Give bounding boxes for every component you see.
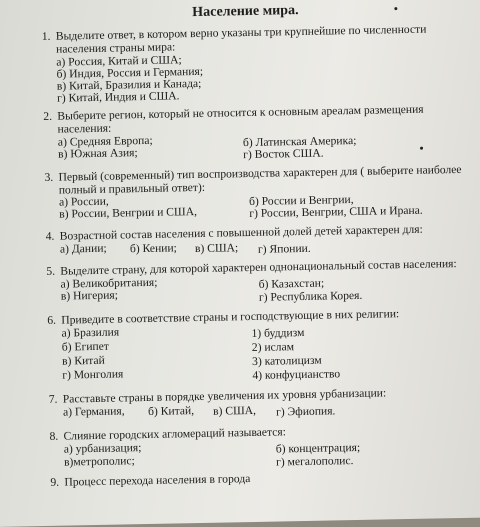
question-5: 5. Выделите страну, для которой характерен однонациональный состав населения: [46, 257, 457, 278]
q8-option-b: б) концентрация; [275, 440, 361, 456]
question-8: 8. Слияние городских агломераций называется: [49, 425, 287, 443]
q2-option-b: б) Латинская Америка; [242, 133, 357, 150]
q3-option-d: г) России, Венгрии, США и Ирана. [249, 203, 423, 221]
q6-country-b: б) Египет [61, 339, 110, 354]
q6-religion-4: 4) конфуцианство [252, 367, 341, 382]
q6-country-d: г) Монголия [62, 367, 124, 382]
q7-option-c: в) США, [212, 403, 257, 418]
question-1: 1. Выделите ответ, в котором верно указаны три крупнейшие по численности населения страны мира: [41, 22, 427, 56]
ink-dot [394, 7, 397, 10]
q8-option-c: в)метрополис; [63, 454, 135, 469]
q1-option-d: г) Китай, Индия и США. [56, 89, 180, 105]
q6-country-c: в) Китай [61, 353, 105, 368]
q5-option-c: в) Нигерия; [60, 288, 119, 303]
q2-option-a: а) Средняя Европа; [57, 133, 153, 149]
q2-option-d: г) Восток США. [243, 146, 324, 162]
q4-option-d: г) Японии. [257, 241, 311, 256]
question-4: 4. Возрастной состав населения с повышенной долей детей характерен для: [45, 222, 423, 243]
q4-option-a: а) Дании; [59, 241, 107, 256]
ink-dot [420, 147, 423, 150]
q4-option-b: б) Кении; [129, 241, 177, 256]
q1-option-b: б) Индия, Россия и Германия; [56, 64, 204, 81]
page-title: Население мира. [192, 3, 299, 21]
q3-option-c: в) России, Венгрии и США, [59, 205, 198, 221]
q3-option-a: а) России, [58, 194, 109, 209]
q5-option-d: г) Республика Корея. [258, 288, 363, 304]
q6-religion-2: 2) ислам [251, 340, 295, 354]
q6-religion-1: 1) буддизм [251, 325, 305, 340]
q6-country-a: а) Бразилия [61, 325, 120, 340]
q7-option-a: а) Германия, [62, 404, 125, 419]
q7-option-b: б) Китай, [147, 404, 195, 418]
q2-option-c: в) Южная Азия; [57, 146, 138, 161]
q8-option-a: а) урбанизация; [63, 441, 142, 456]
question-7: 7. Расставьте страны в порядке увеличения их уровня урбанизации: [48, 386, 387, 406]
q1-option-c: в) Китай, Бразилия и Канада; [56, 76, 202, 93]
question-6: 6. Приведите в соответствие страны и господствующие в них религии: [47, 307, 400, 327]
q8-option-d: г) мегалополис. [275, 454, 354, 469]
q6-religion-3: 3) католицизм [251, 353, 322, 368]
question-2: 2. Выберите регион, который не относится к основным ареалам размещения населения: [43, 102, 424, 136]
q5-option-b: б) Казахстан; [258, 276, 325, 291]
q3-option-b: б) России и Венгрии, [248, 193, 354, 209]
question-3: 3. Первый (современный) тип воспроизводства характерен для ( выберите наиболее полный и правильный ответ): [44, 162, 462, 197]
question-9: 9. Процесс перехода населения в города [50, 472, 251, 489]
q1-option-a: а) Россия, Китай и США; [56, 53, 182, 69]
q5-option-a: а) Великобритания; [60, 275, 158, 291]
q7-option-d: г) Эфиопия. [275, 404, 336, 419]
q4-option-c: в) США; [194, 241, 239, 256]
